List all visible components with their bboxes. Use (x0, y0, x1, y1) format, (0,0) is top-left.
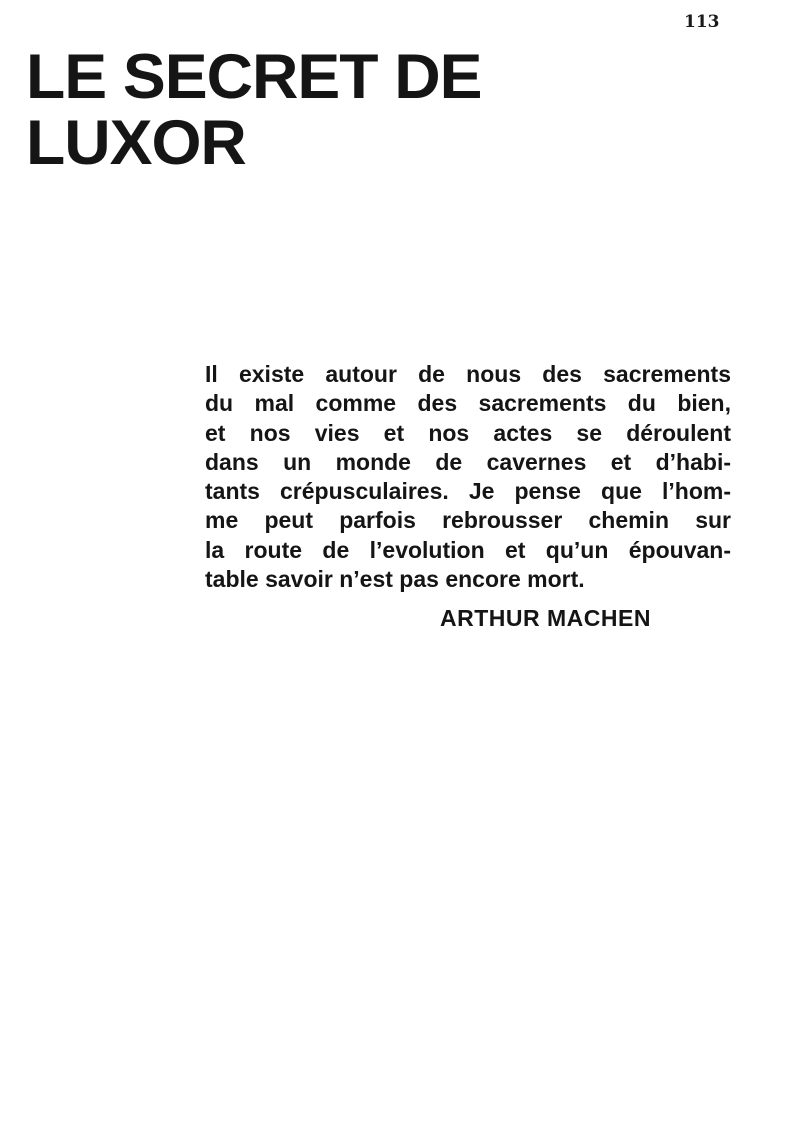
quote-line: tants crépusculaires. Je pense que l’hom- (205, 478, 731, 505)
quote-line: Il existe autour de nous des sacrements (205, 361, 731, 387)
chapter-title (26, 44, 482, 176)
chapter-title-line: LUXOR (26, 108, 246, 178)
page-number: 113 (684, 12, 720, 32)
chapter-title-line: LE SECRET DE (26, 42, 482, 112)
quote-line: du mal comme des sacrements du bien, (205, 390, 731, 417)
epigraph-quote (205, 360, 731, 594)
quote-line: dans un monde de cavernes et d’habi- (205, 448, 731, 475)
quote-line: la route de l’evolution et qu’un épouvan- (205, 536, 731, 563)
quote-line: et nos vies et nos actes se déroulent (205, 419, 731, 446)
epigraph-author: ARTHUR MACHEN (440, 605, 651, 631)
quote-line: table savoir n’est pas encore mort. (205, 566, 585, 593)
quote-line: me peut parfois rebrousser chemin sur (205, 507, 731, 534)
